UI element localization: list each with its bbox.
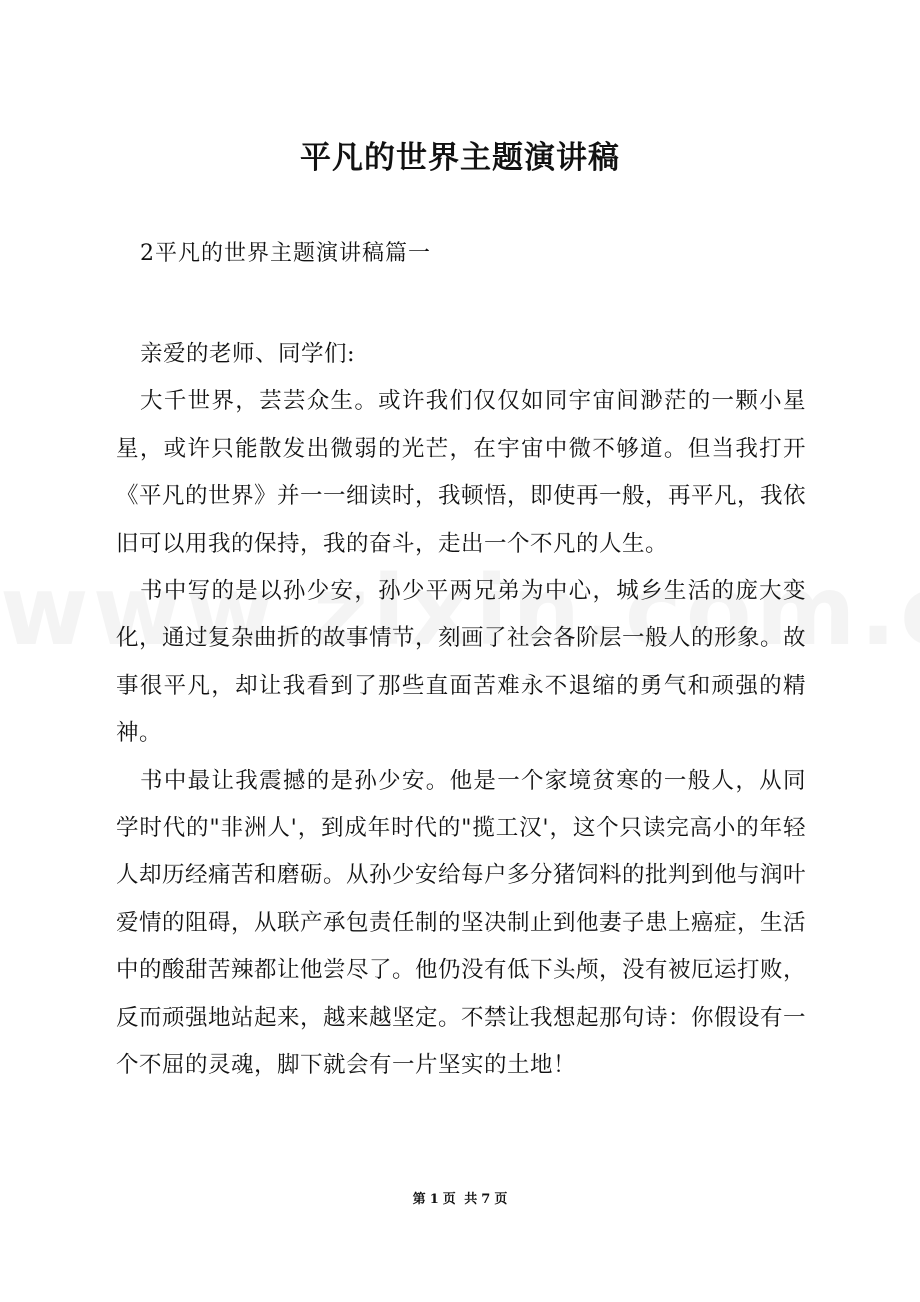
document-body bbox=[116, 331, 806, 1090]
document-title: 平凡的世界主题演讲稿 bbox=[300, 140, 620, 176]
footer-suffix: 页 bbox=[494, 1192, 508, 1207]
total-pages-number: 7 bbox=[481, 1192, 491, 1207]
salutation-paragraph: 亲爱的老师、同学们: bbox=[140, 341, 356, 367]
current-page-number: 1 bbox=[429, 1192, 439, 1207]
document-subtitle: 2平凡的世界主题演讲稿篇一 bbox=[140, 241, 431, 266]
body-paragraph: 大千世界，芸芸众生。或许我们仅仅如同宇宙间渺茫的一颗小星星，或许只能散发出微弱的光芒，在宇宙中微不够道。但当我打开《平凡的世界》并一一细读时，我顿悟，即使再一般，再平凡，我依旧可以用我的保持，我的奋斗，走出一个不凡的人生。 bbox=[116, 388, 807, 557]
footer-prefix: 第 bbox=[412, 1192, 426, 1207]
footer-middle: 页 共 bbox=[442, 1192, 478, 1207]
body-paragraph: 书中最让我震撼的是孙少安。他是一个家境贫寒的一般人，从同学时代的"非洲人'，到成年时代的"揽工汉'，这个只读完高小的年轻人却历经痛苦和磨砺。从孙少安给每户多分猪饲料的批判到他与润叶爱情的阻碍，从联产承包责任制的坚决制止到他妻子患上癌症，生活中的酸甜苦辣都让他尝尽了。他仍没有低下头颅，没有被厄运打败，反而顽强地站起来，越来越坚定。不禁让我想起那句诗：你假设有一个不屈的灵魂，脚下就会有一片坚实的土地！ bbox=[116, 767, 807, 1079]
body-paragraph: 书中写的是以孙少安，孙少平两兄弟为中心，城乡生活的庞大变化，通过复杂曲折的故事情节，刻画了社会各阶层一般人的形象。故事很平凡，却让我看到了那些直面苦难永不退缩的勇气和顽强的精神。 bbox=[116, 578, 807, 747]
page-footer bbox=[0, 1188, 920, 1207]
